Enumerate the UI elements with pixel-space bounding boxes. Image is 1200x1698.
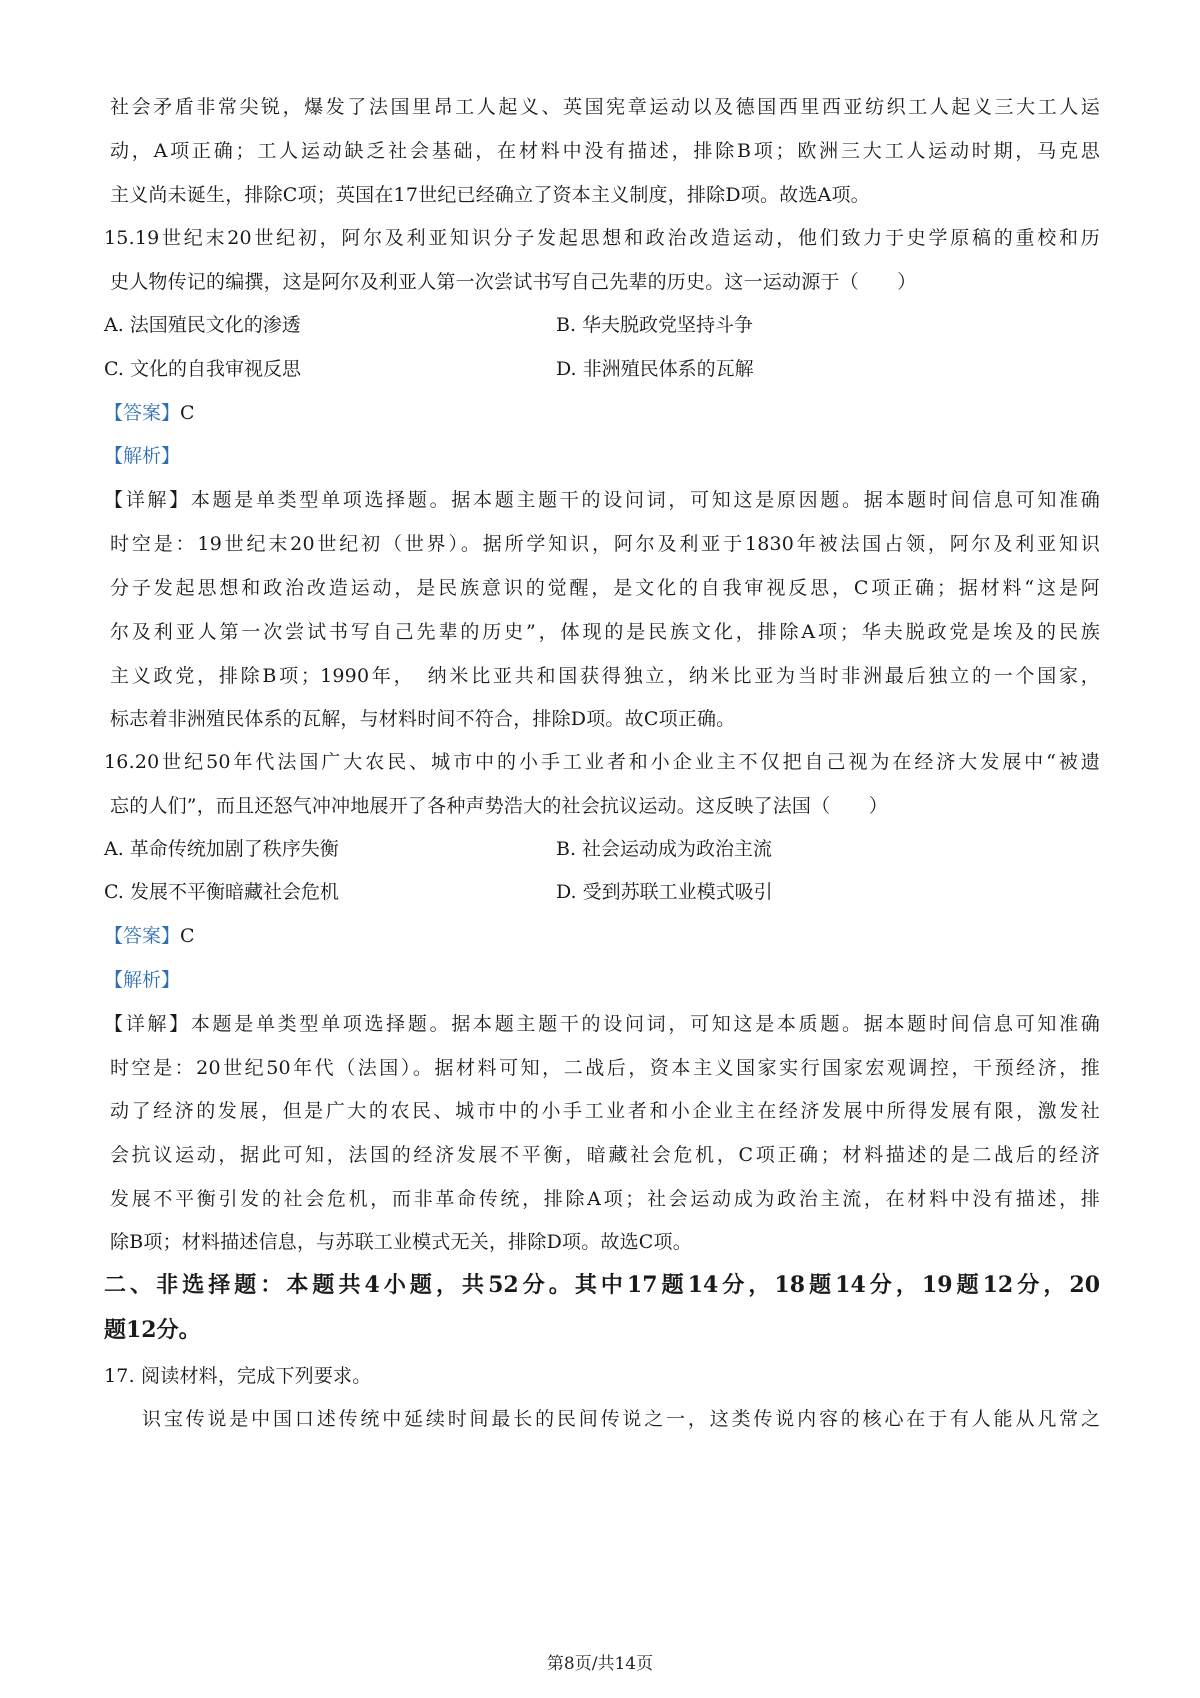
q16-stem-line-2: 忘的人们”，而且还怒气冲冲地展开了各种声势浩大的社会抗议运动。这反映了法国（ ） [110, 795, 888, 817]
q15-detail-line-2: 时空是：19世纪末20世纪初（世界）。据所学知识，阿尔及利亚于1830年被法国占领，阿尔及利亚知识 [110, 533, 1100, 555]
q16-detail-line-4: 会抗议运动，据此可知，法国的经济发展不平衡，暗藏社会危机，C项正确；材料描述的是二战后的经济 [110, 1144, 1100, 1166]
q16-detail-line-2: 时空是：20世纪50年代（法国）。据材料可知，二战后，资本主义国家实行国家宏观调控，干预经济，推 [110, 1057, 1100, 1079]
prev-analysis-line-2: 动，A项正确；工人运动缺乏社会基础，在材料中没有描述，排除B项；欧洲三大工人运动时期，马克思 [110, 140, 1100, 162]
q15-stem-line-2: 史人物传记的编撰，这是阿尔及利亚人第一次尝试书写自己先辈的历史。这一运动源于（ ） [110, 271, 917, 293]
q16-answer [104, 923, 195, 949]
q15-detail-line-4: 尔及利亚人第一次尝试书写自己先辈的历史”，体现的是民族文化，排除A项；华夫脱政党是埃及的民族 [110, 621, 1100, 643]
q15-option-c: C. 文化的自我审视反思 [104, 358, 301, 380]
prev-analysis-line-1: 社会矛盾非常尖锐，爆发了法国里昂工人起义、英国宪章运动以及德国西里西亚纺织工人起义三大工人运 [110, 96, 1100, 118]
q16-analysis-tag: 【解析】 [104, 969, 181, 991]
q15-answer-tag: 【答案】 [104, 402, 181, 424]
page-footer: 第8页/共14页 [546, 1654, 654, 1674]
prev-analysis-line-3: 主义尚未诞生，排除C项；英国在17世纪已经确立了资本主义制度，排除D项。故选A项。 [110, 184, 870, 206]
q17-stem: 17. 阅读材料，完成下列要求。 [104, 1365, 372, 1387]
q15-detail-line-3: 分子发起思想和政治改造运动，是民族意识的觉醒，是文化的自我审视反思，C项正确；据材料“这是阿 [110, 577, 1100, 599]
q16-option-d: D. 受到苏联工业模式吸引 [556, 881, 773, 903]
q15-option-d: D. 非洲殖民体系的瓦解 [556, 358, 754, 380]
q15-answer-value: C [180, 402, 195, 424]
q15-option-b: B. 华夫脱政党坚持斗争 [556, 314, 754, 336]
q16-option-a: A. 革命传统加剧了秩序失衡 [104, 838, 339, 860]
q15-option-a: A. 法国殖民文化的渗透 [104, 314, 301, 336]
q16-detail-line-1: 【详解】本题是单类型单项选择题。据本题主题干的设问词，可知这是本质题。据本题时间信息可知准确 [104, 1013, 1100, 1035]
q16-stem-line-1: 16.20世纪50年代法国广大农民、城市中的小手工业者和小企业主不仅把自己视为在经济大发展中“被遗 [104, 751, 1100, 773]
q15-detail-line-6: 标志着非洲殖民体系的瓦解，与材料时间不符合，排除D项。故C项正确。 [110, 708, 736, 730]
q15-stem-line-1: 15.19世纪末20世纪初，阿尔及利亚知识分子发起思想和政治改造运动，他们致力于史学原稿的重校和历 [104, 227, 1100, 249]
q16-option-b: B. 社会运动成为政治主流 [556, 838, 773, 860]
q15-answer [104, 400, 195, 426]
q16-detail-line-3: 动了经济的发展，但是广大的农民、城市中的小手工业者和小企业主在经济发展中所得发展有限，激发社 [110, 1100, 1100, 1122]
q15-detail-line-1: 【详解】本题是单类型单项选择题。据本题主题干的设问词，可知这是原因题。据本题时间信息可知准确 [104, 489, 1100, 511]
q15-analysis-tag: 【解析】 [104, 445, 181, 467]
section-heading-line-2: 题12分。 [104, 1317, 201, 1343]
q16-detail-line-6: 除B项；材料描述信息，与苏联工业模式无关，排除D项。故选C项。 [110, 1231, 692, 1253]
q17-material-line-1: 识宝传说是中国口述传统中延续时间最长的民间传说之一，这类传说内容的核心在于有人能从凡常之 [142, 1408, 1100, 1430]
q16-detail-line-5: 发展不平衡引发的社会危机，而非革命传统，排除A项；社会运动成为政治主流，在材料中没有描述，排 [110, 1188, 1100, 1210]
q16-answer-tag: 【答案】 [104, 925, 181, 947]
q16-answer-value: C [180, 925, 195, 947]
q16-option-c: C. 发展不平衡暗藏社会危机 [104, 881, 339, 903]
section-heading-line-1: 二、非选择题：本题共4小题，共52分。其中17题14分，18题14分，19题12分，20 [104, 1272, 1100, 1298]
q15-detail-line-5: 主义政党，排除B项；1990年， 纳米比亚共和国获得独立，纳米比亚为当时非洲最后独立的一个国家， [110, 665, 1100, 687]
